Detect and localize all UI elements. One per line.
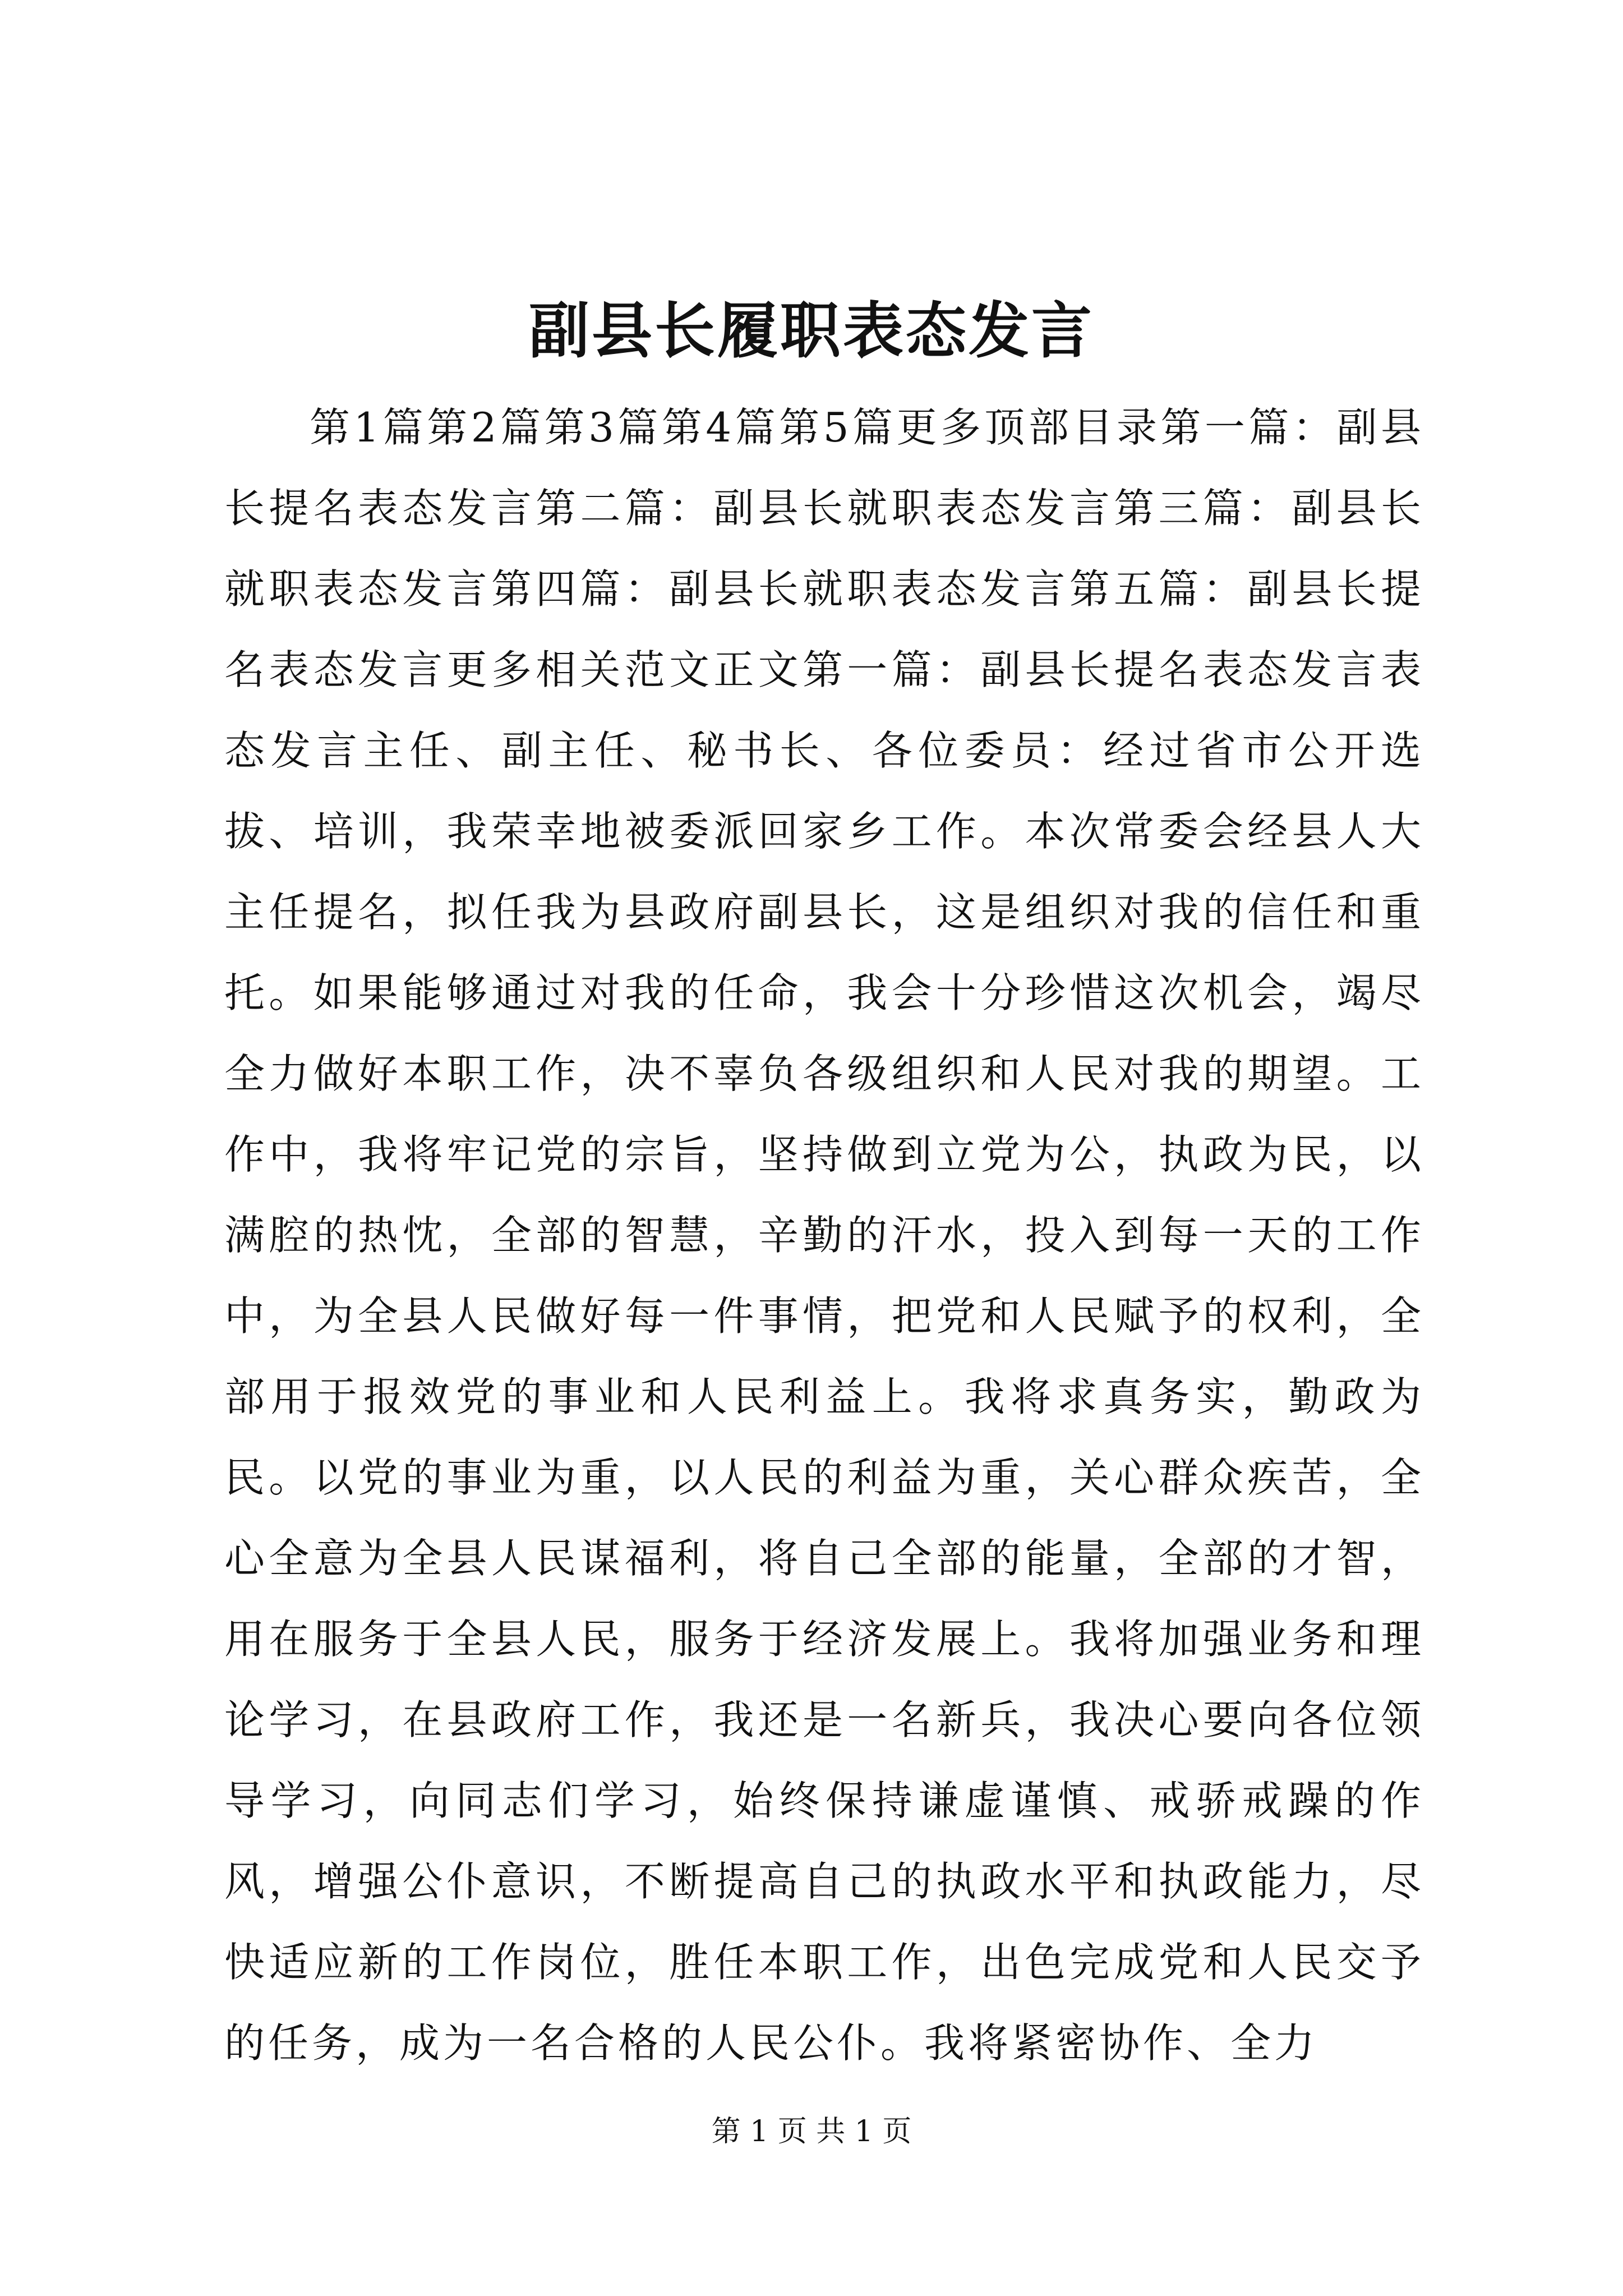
document-title: 副县长履职表态发言 (528, 296, 1094, 366)
document-body: 第1篇第2篇第3篇第4篇第5篇更多顶部目录第一篇：副县长提名表态发言第二篇：副县长就职表态发言第三篇：副县长就职表态发言第四篇：副县长就职表态发言第五篇：副县长提名表态发言更多相关范文正文第一篇：副县长提名表态发言表态发言主任、副主任、秘书长、各位委员：经过省市公开选拔、培训，我荣幸地被委派回家乡工作。本次常委会经县人大主任提名，拟任我为县政府副县长，这是组织对我的信任和重托。如果能够通过对我的任命，我会十分珍惜这次机会，竭尽全力做好本职工作，决不辜负各级组织和人民对我的期望。工作中，我将牢记党的宗旨，坚持做到立党为公，执政为民，以满腔的热忱，全部的智慧，辛勤的汗水，投入到每一天的工作中，为全县人民做好每一件事情，把党和人民赋予的权利，全部用于报效党的事业和人民利益上。我将求真务实，勤政为民。以党的事业为重，以人民的利益为重，关心群众疾苦，全心全意为全县人民谋福利，将自己全部的能量，全部的才智，用在服务于全县人民，服务于经济发展上。我将加强业务和理论学习，在县政府工作，我还是一名新兵，我决心要向各位领导学习，向同志们学习，始终保持谦虚谨慎、戒骄戒躁的作风，增强公仆意识，不断提高自己的执政水平和执政能力，尽快适应新的工作岗位，胜任本职工作，出色完成党和人民交予的任务，成为一名合格的人民公仆。我将紧密协作、全力 (224, 404, 1424, 2067)
page-footer: 第 1 页 共 1 页 (711, 2115, 912, 2148)
